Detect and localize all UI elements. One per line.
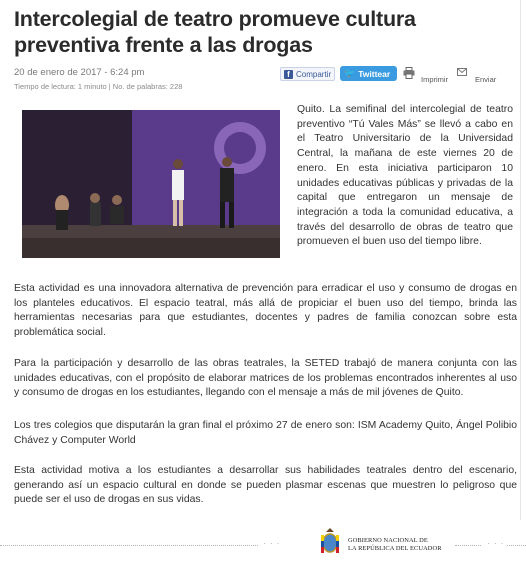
facebook-share-button[interactable]	[280, 67, 335, 81]
facebook-icon: f	[284, 70, 293, 79]
print-label[interactable]: Imprimir	[421, 75, 449, 84]
article-lead-paragraph: Quito. La semifinal del intercolegial de teatro preventivo “Tú Vales Más” se llevó a cabo en el Teatro Universitario de la Universidad Central, la mañana de este viernes 20 de enero. En esta iniciativa participaron 10 unidades educativas públicas y privadas de la capital que entregaron un mensaje de integración a toda la comunidad educativa, a través del desarrollo de obras de teatro que promueven el buen uso del tiempo libre.	[297, 104, 513, 248]
article-paragraph: Para la participación y desarrollo de las obras teatrales, la SETED trabajó de manera conjunta con las unidades educativas, con el propósito de elaborar matrices de los problemas encontrados inherentes al uso y consumo de drogas en los estudiantes, llegando con el mensaje a más de mil jóvenes de Quito.	[14, 358, 517, 399]
reading-info: Tiempo de lectura: 1 minuto | No. de palabras: 228	[14, 82, 183, 91]
ecuador-coat-of-arms-icon	[318, 527, 342, 557]
twitter-share-button[interactable]	[340, 66, 397, 81]
email-label[interactable]: Enviar	[475, 75, 497, 84]
footer-divider	[507, 545, 526, 546]
article-paragraph: Los tres colegios que disputarán la gran final el próximo 27 de enero son: ISM Academy Quito, Ángel Polibio Chávez y Computer World	[14, 420, 517, 446]
facebook-share-label: Compartir	[296, 69, 332, 79]
twitter-share-label: Twittear	[358, 68, 391, 79]
article-photo	[22, 110, 280, 258]
article-title: Intercolegial de teatro promueve cultura preventiva frente a las drogas	[14, 7, 416, 57]
footer-dots: · · ·	[263, 539, 281, 548]
government-logo-text	[348, 537, 442, 552]
page-edge-divider	[520, 0, 526, 520]
article-paragraph: Esta actividad es una innovadora alternativa de prevención para erradicar el uso y consumo de drogas en los planteles educativos. El espacio teatral, más allá de propiciar el buen uso del tiempo, brinda las herramientas necesarias para que estudiantes, docentes y padres de familia conozcan sobre esta problemática social.	[14, 283, 517, 339]
gov-line-2: LA REPÚBLICA DEL ECUADOR	[348, 544, 442, 552]
footer-dots: · · ·	[487, 539, 505, 548]
envelope-icon[interactable]	[457, 68, 467, 76]
article-date: 20 de enero de 2017 - 6:24 pm	[14, 67, 145, 78]
article-paragraph: Esta actividad motiva a los estudiantes a desarrollar sus habilidades teatrales dentro del escenario, generando así un espacio cultural en donde se pueden plasmar escenas que muestren lo peligroso que puede ser el uso de drogas en sus vidas.	[14, 465, 517, 506]
footer-divider	[0, 545, 258, 546]
gov-line-1: GOBIERNO NACIONAL DE	[348, 537, 428, 544]
twitter-bird-icon: 🐦	[344, 68, 356, 78]
footer-divider	[455, 545, 481, 546]
printer-icon[interactable]	[403, 67, 415, 79]
